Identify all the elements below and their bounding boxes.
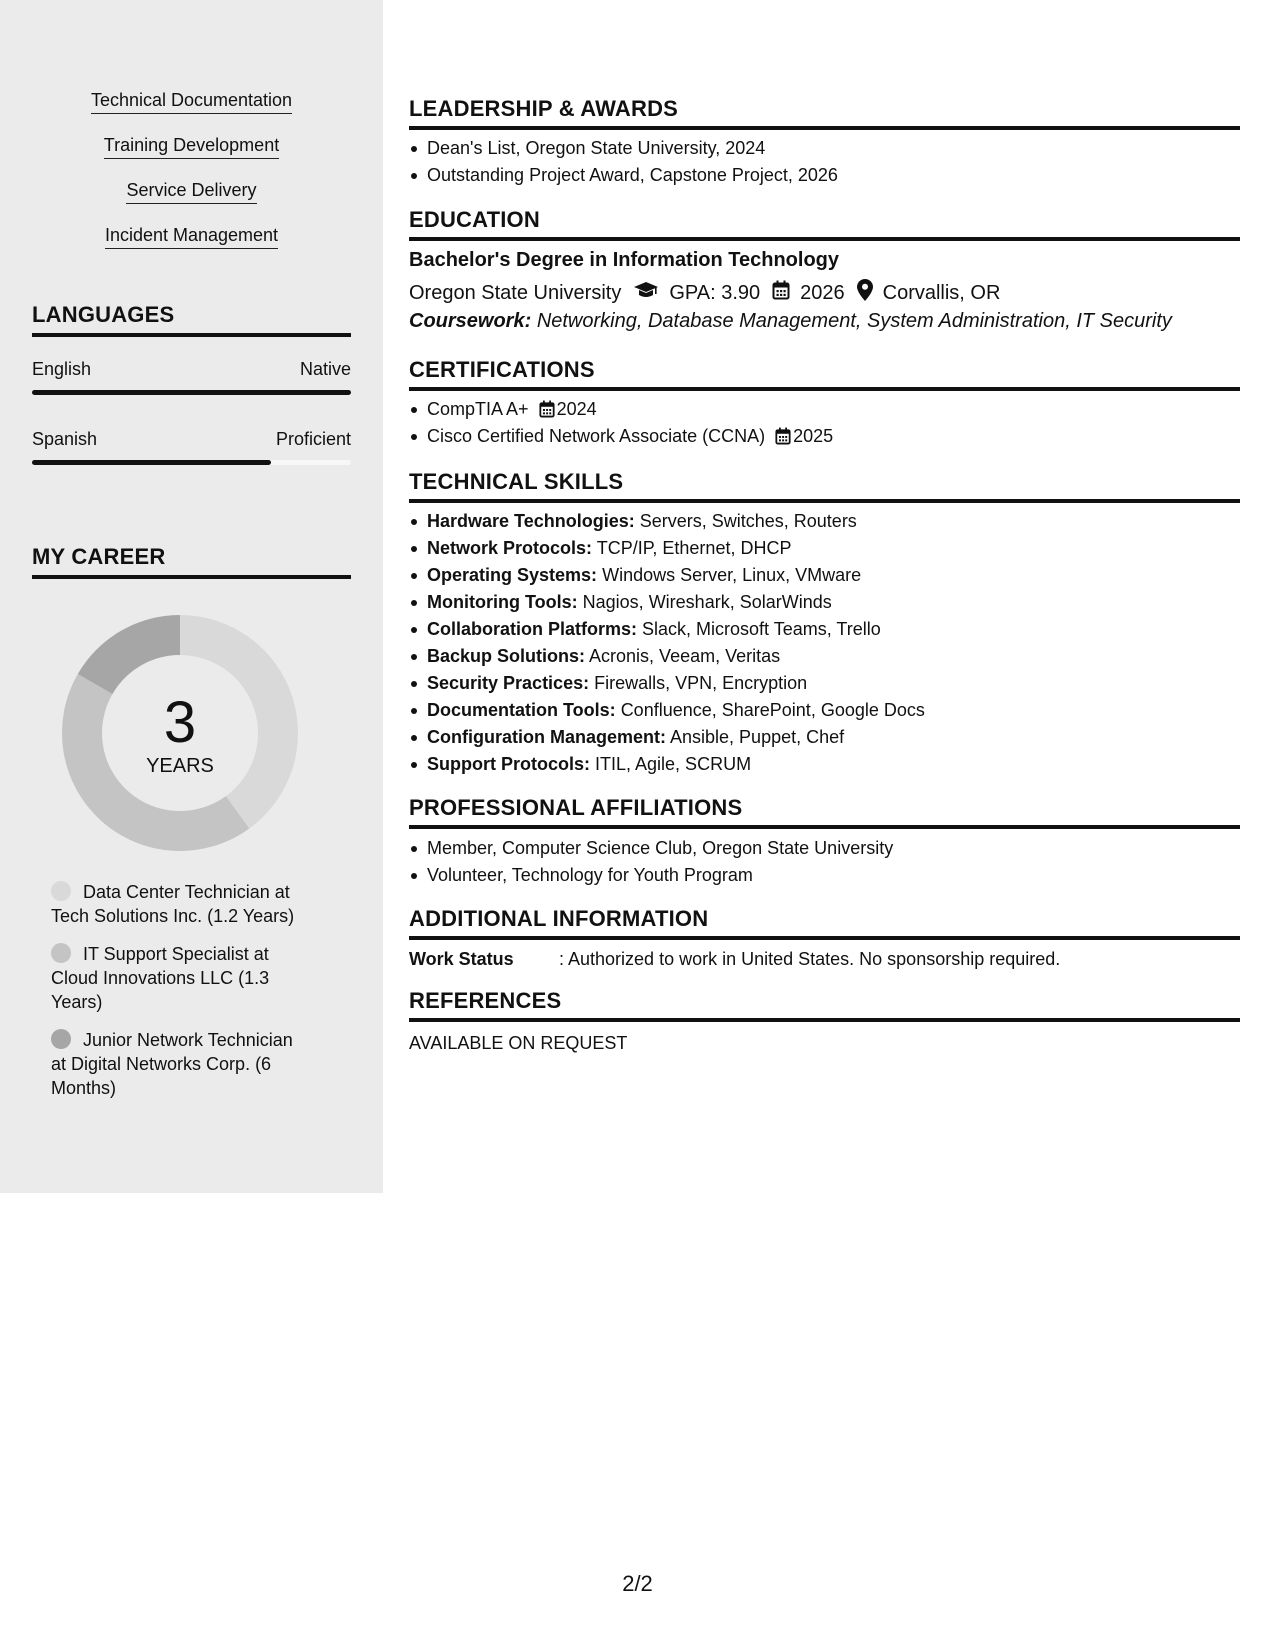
- leadership-heading: LEADERSHIP & AWARDS: [409, 96, 1240, 130]
- page-number: 2/2: [622, 1571, 653, 1596]
- sidebar: [0, 0, 383, 1193]
- technical-skills-list: [409, 508, 1240, 778]
- language-bar-fill: [32, 390, 351, 395]
- language-bar-fill: [32, 460, 271, 465]
- work-status-label: Work Status: [409, 949, 514, 969]
- list-item: Collaboration Platforms: Slack, Microsoft Teams, Trello: [409, 616, 1240, 643]
- career-legend-item: Data Center Technician at Tech Solutions Inc. (1.2 Years): [51, 882, 295, 926]
- school-name: Oregon State University: [409, 281, 622, 304]
- education-meta: [409, 279, 1000, 307]
- calendar-icon: [772, 280, 790, 306]
- language-bar: [32, 460, 351, 465]
- affiliations-heading: PROFESSIONAL AFFILIATIONS: [409, 795, 1240, 829]
- language-bar: [32, 390, 351, 395]
- degree-title: Bachelor's Degree in Information Technology: [409, 249, 840, 271]
- additional-info-heading: ADDITIONAL INFORMATION: [409, 906, 1240, 940]
- coursework: [409, 310, 1172, 333]
- graduation-year: 2026: [800, 281, 845, 304]
- language-level: Native: [299, 359, 351, 379]
- legend-dot-icon: [51, 943, 71, 963]
- list-item: Monitoring Tools: Nagios, Wireshark, SolarWinds: [409, 589, 1240, 616]
- certifications-heading: CERTIFICATIONS: [409, 357, 1240, 391]
- references-heading: REFERENCES: [409, 988, 1240, 1022]
- career-total: 3: [163, 690, 197, 755]
- list-item: Network Protocols: TCP/IP, Ethernet, DHCP: [409, 535, 1240, 562]
- list-item: Support Protocols: ITIL, Agile, SCRUM: [409, 751, 1240, 778]
- location-pin-icon: [857, 279, 873, 307]
- calendar-icon: [539, 399, 555, 426]
- certifications-list: [409, 396, 1240, 450]
- list-item: Outstanding Project Award, Capstone Project, 2026: [409, 162, 1240, 189]
- list-item: Configuration Management: Ansible, Puppet, Chef: [409, 724, 1240, 751]
- languages-heading: LANGUAGES: [32, 302, 351, 337]
- language-name: Spanish: [32, 429, 98, 449]
- skill-link[interactable]: Service Delivery: [0, 179, 383, 204]
- skill-link[interactable]: Incident Management: [0, 224, 383, 249]
- career-heading: MY CAREER: [32, 544, 351, 579]
- list-item: Dean's List, Oregon State University, 2024: [409, 135, 1240, 162]
- career-legend-item: Junior Network Technician at Digital Networks Corp. (6 Months): [51, 1030, 293, 1098]
- coursework-value: Networking, Database Management, System Administration, IT Security: [536, 310, 1172, 332]
- list-item: Security Practices: Firewalls, VPN, Encryption: [409, 670, 1240, 697]
- work-status-row: [409, 949, 1060, 970]
- career-unit: YEARS: [146, 755, 214, 777]
- career-legend-item: IT Support Specialist at Cloud Innovations LLC (1.3 Years): [51, 944, 270, 1012]
- gpa: GPA: 3.90: [669, 281, 761, 304]
- list-item: Operating Systems: Windows Server, Linux, VMware: [409, 562, 1240, 589]
- list-item: Hardware Technologies: Servers, Switches, Routers: [409, 508, 1240, 535]
- list-item: Documentation Tools: Confluence, SharePoint, Google Docs: [409, 697, 1240, 724]
- skill-link[interactable]: Training Development: [0, 134, 383, 159]
- list-item: Member, Computer Science Club, Oregon State University: [409, 835, 1240, 862]
- graduation-cap-icon: [633, 281, 659, 305]
- list-item: Backup Solutions: Acronis, Veeam, Veritas: [409, 643, 1240, 670]
- list-item: Cisco Certified Network Associate (CCNA) 2025: [409, 423, 1240, 450]
- list-item: Volunteer, Technology for Youth Program: [409, 862, 1240, 889]
- education-heading: EDUCATION: [409, 207, 1240, 241]
- language-row: [32, 359, 351, 380]
- education-location: Corvallis, OR: [882, 281, 1001, 304]
- list-item: CompTIA A+ 2024: [409, 396, 1240, 423]
- technical-skills-heading: TECHNICAL SKILLS: [409, 469, 1240, 503]
- legend-dot-icon: [51, 1029, 71, 1049]
- leadership-list: [409, 135, 1240, 189]
- language-row: [32, 429, 351, 450]
- skill-link[interactable]: Technical Documentation: [0, 89, 383, 114]
- references-text: AVAILABLE ON REQUEST: [409, 1033, 628, 1053]
- affiliations-list: [409, 835, 1240, 889]
- legend-dot-icon: [51, 881, 71, 901]
- language-name: English: [32, 359, 92, 379]
- work-status-value: : Authorized to work in United States. No sponsorship required.: [559, 949, 1061, 969]
- language-level: Proficient: [275, 429, 351, 449]
- donut-center: [62, 615, 298, 851]
- coursework-label: Coursework:: [409, 310, 532, 332]
- calendar-icon: [775, 426, 791, 453]
